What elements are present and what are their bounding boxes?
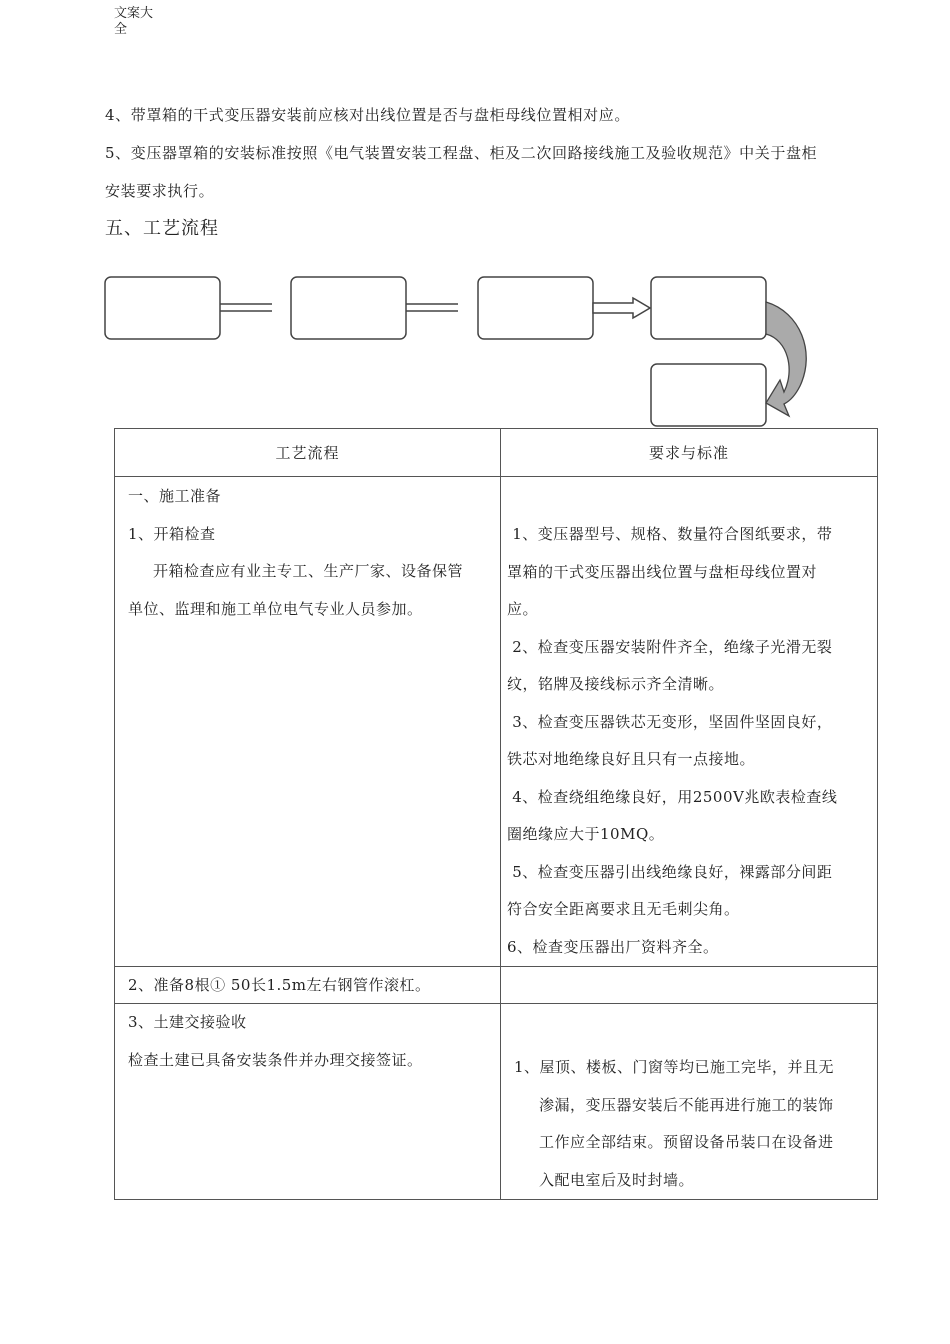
row1-right-line: 圈绝缘应大于10MQ。 — [507, 825, 665, 843]
row3-requirements-cell — [501, 1004, 878, 1200]
row3-process-cell — [115, 1004, 501, 1200]
flow-box-1 — [105, 277, 220, 339]
table-row — [115, 1004, 878, 1200]
row2-left-text: 2、准备8根① 50长1.5m左右钢管作滚杠。 — [128, 976, 431, 994]
row3-left-line: 3、土建交接验收 — [128, 1013, 247, 1031]
header-line-1: 文案大 — [114, 6, 154, 21]
header-process: 工艺流程 — [115, 429, 501, 477]
flow-box-4 — [651, 277, 766, 339]
row1-left-line: 1、开箱检查 — [128, 524, 216, 543]
flow-arrow-3 — [593, 298, 650, 318]
row1-right-line: 4、检查绕组绝缘良好，用2500V兆欧表检查线 — [507, 787, 838, 806]
flow-box-5 — [651, 364, 766, 426]
section-title: 五、工艺流程 — [105, 218, 219, 239]
row3-right-line: 1、屋顶、楼板、门窗等均已施工完毕，并且无 — [514, 1058, 835, 1076]
row1-right-line: 1、变压器型号、规格、数量符合图纸要求，带 — [507, 525, 833, 543]
paragraph-5-line-2: 安装要求执行。 — [105, 182, 215, 200]
table-row — [115, 967, 878, 1004]
page-header — [114, 6, 174, 38]
row1-right-line: 符合安全距离要求且无毛刺尖角。 — [507, 900, 740, 918]
row1-right-line: 应。 — [507, 600, 539, 618]
row1-left-line: 单位、监理和施工单位电气专业人员参加。 — [128, 599, 423, 618]
paragraph-4: 4、带罩箱的干式变压器安装前应核对出线位置是否与盘柜母线位置相对应。 — [105, 106, 630, 124]
row1-requirements-cell — [501, 477, 878, 967]
header-requirements: 要求与标准 — [501, 429, 878, 477]
header-line-2: 全 — [114, 22, 128, 37]
table-header-row — [115, 429, 878, 477]
row1-right-line: 2、检查变压器安装附件齐全，绝缘子光滑无裂 — [507, 637, 833, 656]
process-table — [114, 428, 878, 1200]
row1-left-line: 一、施工准备 — [128, 487, 222, 505]
row1-right-line: 3、检查变压器铁芯无变形，坚固件坚固良好， — [507, 712, 833, 731]
row1-right-line: 纹，铭牌及接线标示齐全清晰。 — [507, 675, 725, 693]
row1-left-line: 开箱检查应有业主专工、生产厂家、设备保管 — [153, 562, 464, 580]
row1-right-line: 5、检查变压器引出线绝缘良好，裸露部分间距 — [507, 862, 833, 881]
flow-box-3 — [478, 277, 593, 339]
row1-process-cell — [115, 477, 501, 967]
row1-right-line: 铁芯对地绝缘良好且只有一点接地。 — [507, 750, 756, 768]
flow-box-2 — [291, 277, 406, 339]
row1-right-line: 罩箱的干式变压器出线位置与盘柜母线位置对 — [507, 562, 818, 581]
row2-process-cell — [115, 967, 501, 1004]
row3-left-line: 检查土建已具备安装条件并办理交接签证。 — [128, 1050, 423, 1069]
table-row — [115, 477, 878, 967]
row3-right-line: 入配电室后及时封墙。 — [539, 1170, 695, 1189]
row3-right-line: 工作应全部结束。预留设备吊装口在设备进 — [539, 1133, 834, 1151]
paragraph-5-line-1: 5、变压器罩箱的安装标准按照《电气装置安装工程盘、柜及二次回路接线施工及验收规范》中关于盘柜 — [105, 144, 818, 162]
flowchart — [0, 260, 950, 435]
row3-right-line: 渗漏，变压器安装后不能再进行施工的装饰 — [539, 1095, 834, 1114]
row2-requirements-cell — [501, 967, 878, 1004]
flow-curved-arrow — [766, 302, 806, 416]
row1-right-line: 6、检查变压器出厂资料齐全。 — [507, 937, 719, 956]
